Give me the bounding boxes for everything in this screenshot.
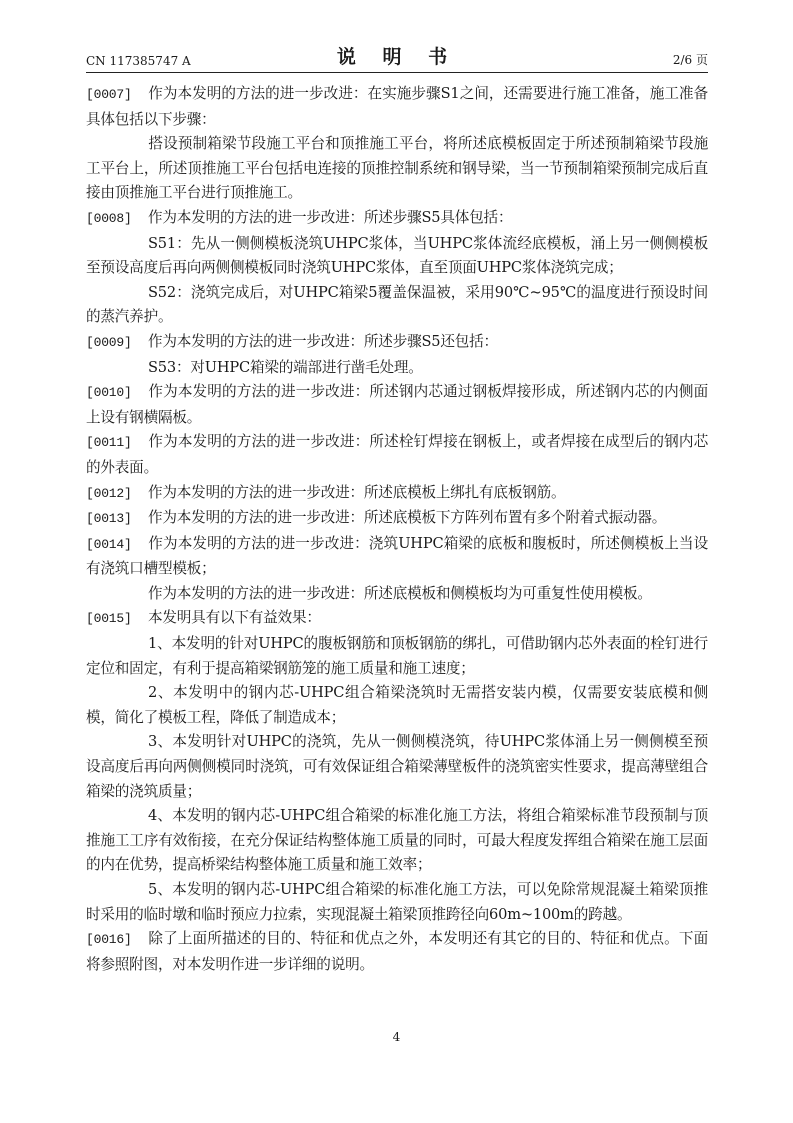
paragraph-continuation xyxy=(86,582,708,607)
benefit-item xyxy=(86,681,708,730)
benefit-item xyxy=(86,632,708,681)
paragraph-0011 xyxy=(86,430,708,480)
paragraph-0009 xyxy=(86,330,708,356)
paragraph-number: [0013] xyxy=(86,511,132,527)
paragraph-0012 xyxy=(86,481,708,507)
paragraph-continuation xyxy=(86,132,708,206)
paragraph-text: 作为本发明的方法的进一步改进：所述钢内芯通过钢板焊接形成，所述钢内芯的内侧面上设有钢横隔板。 xyxy=(86,383,708,426)
paragraph-text: 作为本发明的方法的进一步改进：浇筑UHPC箱梁的底板和腹板时，所述侧模板上当设有浇筑口槽型模板； xyxy=(86,534,708,578)
paragraph-number: [0007] xyxy=(86,87,132,102)
paragraph-text: S52：浇筑完成后，对UHPC箱梁5覆盖保温被，采用90℃~95℃的温度进行预设时间的蒸汽养护。 xyxy=(86,283,708,326)
paragraph-text: 作为本发明的方法的进一步改进：所述底模板下方阵列布置有多个附着式振动器。 xyxy=(148,509,667,527)
paragraph-continuation xyxy=(86,232,708,281)
paragraph-text: 作为本发明的方法的进一步改进：所述步骤S5具体包括： xyxy=(148,208,513,226)
paragraph-0013 xyxy=(86,506,708,532)
paragraph-text: 5、本发明的钢内芯-UHPC组合箱梁的标准化施工方法，可以免除常规混凝土箱梁顶推时采用的临时墩和临时预应力拉索，实现混凝土箱梁顶推跨径向60m~100m的跨越。 xyxy=(86,881,708,923)
paragraph-continuation xyxy=(86,281,708,330)
paragraph-0014 xyxy=(86,532,708,582)
paragraph-number: [0012] xyxy=(86,485,132,501)
paragraph-text: 作为本发明的方法的进一步改进：所述底模板和侧模板均为可重复性使用模板。 xyxy=(148,584,652,602)
page-number: 4 xyxy=(392,1030,401,1044)
paragraph-text: 搭设预制箱梁节段施工平台和顶推施工平台，将所述底模板固定于所述预制箱梁节段施工平台上，所述顶推施工平台包括电连接的顶推控制系统和钢导梁，当一节预制箱梁预制完成后直接由顶推施工平台进行顶推施工。 xyxy=(86,135,708,202)
paragraph-text: 1、本发明的针对UHPC的腹板钢筋和顶板钢筋的绑扎，可借助钢内芯外表面的栓钉进行定位和固定，有利于提高箱梁钢筋笼的施工质量和施工速度； xyxy=(86,635,708,677)
paragraph-number: [0008] xyxy=(86,210,132,226)
paragraph-text: 4、本发明的钢内芯-UHPC组合箱梁的标准化施工方法，将组合箱梁标准节段预制与顶推施工工序有效衔接，在充分保证结构整体施工质量的同时，可最大程度发挥组合箱梁在施工层面的内在优势，提高桥梁结构整体施工质量和施工效率； xyxy=(86,807,708,874)
paragraph-text: 作为本发明的方法的进一步改进：在实施步骤S1之间，还需要进行施工准备，施工准备具体包括以下步骤： xyxy=(86,85,708,128)
paragraph-0007 xyxy=(86,82,708,132)
paragraph-0008 xyxy=(86,206,708,232)
page-header xyxy=(86,46,708,73)
paragraph-continuation xyxy=(86,356,708,381)
paragraph-number: [0009] xyxy=(86,334,132,350)
paragraph-text: 作为本发明的方法的进一步改进：所述步骤S5还包括： xyxy=(148,332,498,350)
benefit-item xyxy=(86,730,708,804)
paragraph-text: 3、本发明针对UHPC的浇筑，先从一侧侧模浇筑，待UHPC浆体涌上另一侧侧模至预设高度后再向两侧侧模同时浇筑，可有效保证组合箱梁薄壁板件的浇筑密实性要求，提高薄壁组合箱梁的浇筑质量； xyxy=(86,733,708,800)
paragraph-text: 本发明具有以下有益效果： xyxy=(148,609,321,627)
benefit-item xyxy=(86,804,708,878)
paragraph-0015 xyxy=(86,606,708,632)
document-number: CN 117385747 A xyxy=(86,54,191,68)
paragraph-number: [0010] xyxy=(86,385,132,401)
description-body xyxy=(86,82,708,977)
page-title: 说 明 书 xyxy=(336,46,458,68)
paragraph-number: [0011] xyxy=(86,435,132,451)
paragraph-number: [0015] xyxy=(86,611,132,627)
paragraph-text: S51：先从一侧侧模板浇筑UHPC浆体，当UHPC浆体流经底模板，涌上另一侧侧模板至预设高度后再向两侧侧模板同时浇筑UHPC浆体，直至顶面UHPC浆体浇筑完成； xyxy=(86,234,708,277)
paragraph-text: 作为本发明的方法的进一步改进：所述底模板上绑扎有底板钢筋。 xyxy=(148,483,566,501)
paragraph-text: 2、本发明中的钢内芯-UHPC组合箱梁浇筑时无需搭安装内模，仅需要安装底模和侧模，简化了模板工程，降低了制造成本； xyxy=(86,684,708,726)
paragraph-number: [0014] xyxy=(86,536,132,552)
paragraph-0016 xyxy=(86,927,708,977)
page-count: 2/6 页 xyxy=(672,53,708,67)
benefit-item xyxy=(86,878,708,927)
paragraph-text: 作为本发明的方法的进一步改进：所述栓钉焊接在钢板上，或者焊接在成型后的钢内芯的外表面。 xyxy=(86,433,708,476)
paragraph-0010 xyxy=(86,380,708,430)
paragraph-number: [0016] xyxy=(86,932,132,948)
paragraph-text: S53：对UHPC箱梁的端部进行凿毛处理。 xyxy=(148,358,423,376)
paragraph-text: 除了上面所描述的目的、特征和优点之外，本发明还有其它的目的、特征和优点。下面将参照附图，对本发明作进一步详细的说明。 xyxy=(86,930,708,973)
